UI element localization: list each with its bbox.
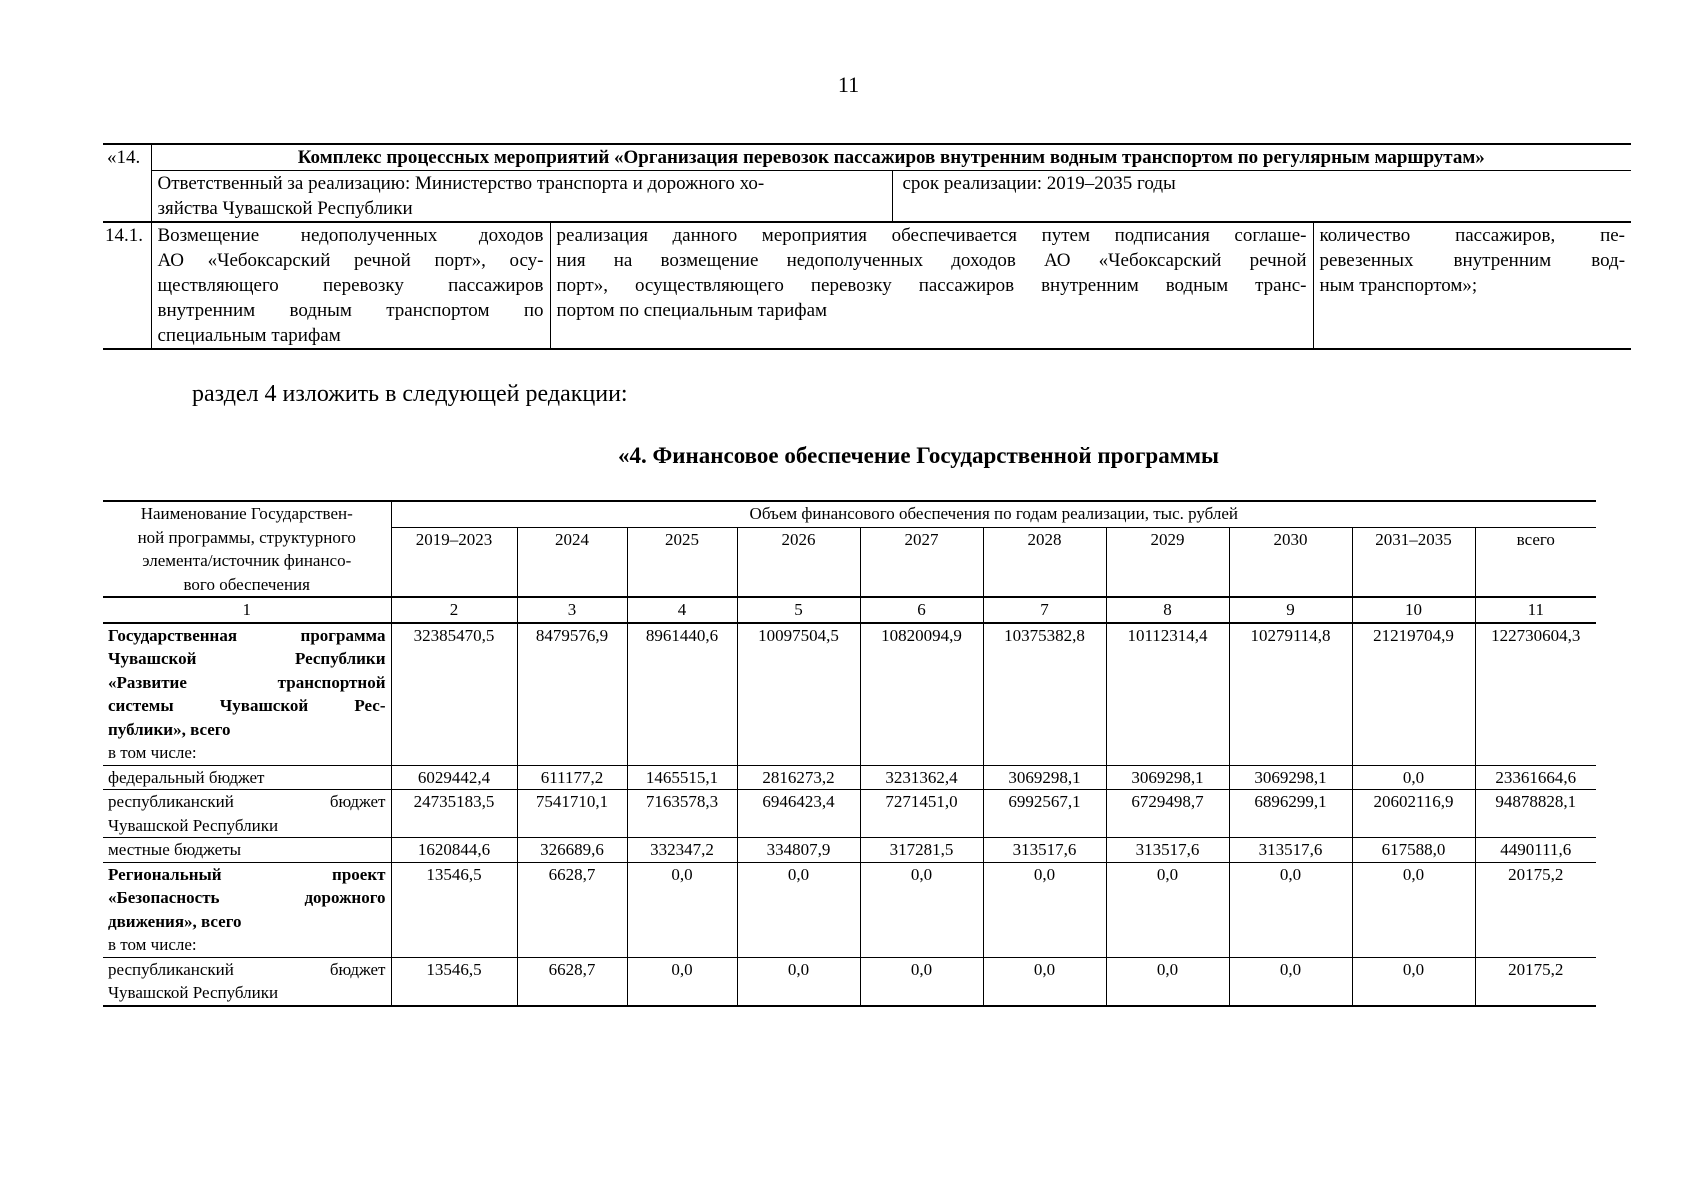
value-cell: 122730604,3 — [1475, 623, 1596, 766]
name-header-line: Наименование Государствен- — [140, 504, 353, 523]
value-cell: 6029442,4 — [391, 765, 517, 790]
row-name-line: Чувашской Республики — [108, 983, 279, 1002]
indicator-cell — [1313, 222, 1631, 349]
year-header: 2026 — [737, 527, 860, 597]
row-name-line: федеральный бюджет — [108, 767, 265, 787]
name-header-line: вого обеспечения — [183, 574, 310, 594]
value-cell: 1620844,6 — [391, 838, 517, 863]
column-number: 11 — [1475, 597, 1596, 623]
description-line: ния на возмещение недополученных доходов АО «Чебоксарский речной — [556, 250, 1307, 271]
value-cell: 3231362,4 — [860, 765, 983, 790]
task-line: АО «Чебоксарский речной порт», осу- — [157, 250, 544, 271]
value-cell: 0,0 — [1352, 862, 1475, 957]
value-cell: 10112314,4 — [1106, 623, 1229, 766]
value-cell: 0,0 — [737, 862, 860, 957]
description-line: портом по специальным тарифам — [556, 300, 828, 321]
value-cell: 7271451,0 — [860, 790, 983, 838]
row-name-line: системы Чувашской Рес- — [108, 696, 386, 715]
row-name-cell — [103, 957, 391, 1006]
value-cell: 94878828,1 — [1475, 790, 1596, 838]
activities-table — [103, 143, 1631, 350]
description-cell — [550, 222, 1313, 349]
year-header: всего — [1475, 527, 1596, 597]
value-cell: 6946423,4 — [737, 790, 860, 838]
description-line: реализация данного мероприятия обеспечивается путем подписания соглаше- — [556, 225, 1307, 246]
value-cell: 0,0 — [1229, 862, 1352, 957]
row-name-line: в том числе: — [108, 743, 197, 762]
value-cell: 13546,5 — [391, 957, 517, 1006]
table-row — [103, 957, 1596, 1006]
table-row — [103, 790, 1596, 838]
value-cell: 6896299,1 — [1229, 790, 1352, 838]
value-cell: 20175,2 — [1475, 862, 1596, 957]
responsible-cell — [151, 171, 892, 223]
row-name-line: движения», всего — [108, 911, 242, 931]
value-cell: 3069298,1 — [1229, 765, 1352, 790]
task-line: внутренним водным транспортом по — [157, 300, 544, 321]
description-line: порт», осуществляющего перевозку пассажиров внутренним водным транс- — [556, 275, 1307, 296]
responsible-line: зяйства Чувашской Республики — [157, 198, 413, 219]
value-cell: 334807,9 — [737, 838, 860, 863]
year-header: 2030 — [1229, 527, 1352, 597]
value-cell: 8479576,9 — [517, 623, 627, 766]
value-cell: 617588,0 — [1352, 838, 1475, 863]
task-line: ществляющего перевозку пассажиров — [157, 275, 544, 296]
column-number: 7 — [983, 597, 1106, 623]
task-cell — [151, 222, 550, 349]
value-cell: 7163578,3 — [627, 790, 737, 838]
indicator-line: ным транспортом»; — [1319, 275, 1478, 296]
column-number: 8 — [1106, 597, 1229, 623]
value-cell: 0,0 — [983, 957, 1106, 1006]
responsible-line: Ответственный за реализацию: Министерство транспорта и дорожного хо- — [157, 173, 765, 194]
instruction-text: раздел 4 изложить в следующей редакции: — [192, 381, 628, 407]
empty-cell — [103, 171, 151, 223]
value-cell: 0,0 — [1106, 862, 1229, 957]
row-name-line: местные бюджеты — [108, 840, 242, 859]
value-cell: 0,0 — [627, 957, 737, 1006]
value-cell: 313517,6 — [1106, 838, 1229, 863]
finance-table — [103, 500, 1596, 1007]
value-cell: 10279114,8 — [1229, 623, 1352, 766]
row-name-line: республиканский бюджет — [108, 959, 386, 979]
row-name-line: «Безопасность дорожного — [108, 888, 386, 907]
value-cell: 332347,2 — [627, 838, 737, 863]
name-header-line: элемента/источник финансо- — [142, 551, 352, 570]
value-cell: 13546,5 — [391, 862, 517, 957]
value-cell: 10097504,5 — [737, 623, 860, 766]
year-header: 2024 — [517, 527, 627, 597]
value-cell: 20175,2 — [1475, 957, 1596, 1006]
value-cell: 7541710,1 — [517, 790, 627, 838]
table-row — [103, 862, 1596, 957]
value-cell: 0,0 — [1229, 957, 1352, 1006]
year-header: 2028 — [983, 527, 1106, 597]
value-cell: 1465515,1 — [627, 765, 737, 790]
value-cell: 6729498,7 — [1106, 790, 1229, 838]
row-name-line: публики», всего — [108, 719, 231, 739]
section-title: «4. Финансовое обеспечение Государственной программы — [618, 443, 1219, 468]
value-cell: 6628,7 — [517, 957, 627, 1006]
row-name-line: Чувашской Республики — [108, 815, 279, 835]
row-name-line: в том числе: — [108, 935, 197, 954]
task-line: Возмещение недополученных доходов — [157, 225, 544, 246]
value-cell: 2816273,2 — [737, 765, 860, 790]
row-name-line: Государственная программа — [108, 625, 386, 645]
value-cell: 10375382,8 — [983, 623, 1106, 766]
term-cell: срок реализации: 2019–2035 годы — [892, 171, 1631, 223]
value-cell: 0,0 — [1106, 957, 1229, 1006]
column-number: 1 — [103, 597, 391, 623]
value-cell: 24735183,5 — [391, 790, 517, 838]
table-row — [103, 623, 1596, 766]
task-line: специальным тарифам — [157, 325, 341, 346]
value-cell: 6992567,1 — [983, 790, 1106, 838]
table-row — [103, 765, 1596, 790]
row-name-line: «Развитие транспортной — [108, 672, 386, 692]
value-cell: 0,0 — [860, 957, 983, 1006]
value-cell: 21219704,9 — [1352, 623, 1475, 766]
page-number: 11 — [837, 72, 860, 97]
value-cell: 0,0 — [1352, 765, 1475, 790]
year-header: 2025 — [627, 527, 737, 597]
year-header: 2019–2023 — [391, 527, 517, 597]
row-name-cell — [103, 862, 391, 957]
value-cell: 611177,2 — [517, 765, 627, 790]
complex-title: Комплекс процессных мероприятий «Организация перевозок пассажиров внутренним водным транспортом по регулярным маршрутам» — [151, 144, 1631, 171]
column-number: 6 — [860, 597, 983, 623]
column-number: 9 — [1229, 597, 1352, 623]
value-cell: 0,0 — [860, 862, 983, 957]
value-cell: 20602116,9 — [1352, 790, 1475, 838]
volume-header: Объем финансового обеспечения по годам реализации, тыс. рублей — [391, 501, 1596, 527]
year-header: 2031–2035 — [1352, 527, 1475, 597]
row-number-14-1: 14.1. — [105, 225, 143, 246]
value-cell: 8961440,6 — [627, 623, 737, 766]
indicator-line: количество пассажиров, пе- — [1319, 225, 1626, 246]
row-name-cell — [103, 623, 391, 766]
value-cell: 313517,6 — [1229, 838, 1352, 863]
row-name-cell — [103, 790, 391, 838]
value-cell: 0,0 — [983, 862, 1106, 957]
row-name-cell — [103, 838, 391, 863]
value-cell: 0,0 — [1352, 957, 1475, 1006]
indicator-line: ревезенных внутренним вод- — [1319, 250, 1626, 271]
name-header-line: ной программы, структурного — [137, 527, 356, 547]
value-cell: 23361664,6 — [1475, 765, 1596, 790]
row-name-line: Чувашской Республики — [108, 649, 386, 668]
value-cell: 3069298,1 — [983, 765, 1106, 790]
row-name-line: Региональный проект — [108, 864, 386, 884]
row-name-line: республиканский бюджет — [108, 792, 386, 811]
value-cell: 6628,7 — [517, 862, 627, 957]
value-cell: 317281,5 — [860, 838, 983, 863]
column-number: 2 — [391, 597, 517, 623]
value-cell: 0,0 — [627, 862, 737, 957]
column-number: 10 — [1352, 597, 1475, 623]
column-number: 4 — [627, 597, 737, 623]
row-number-14: «14. — [107, 147, 141, 168]
value-cell: 3069298,1 — [1106, 765, 1229, 790]
year-header: 2027 — [860, 527, 983, 597]
column-number: 5 — [737, 597, 860, 623]
value-cell: 0,0 — [737, 957, 860, 1006]
value-cell: 313517,6 — [983, 838, 1106, 863]
table-row — [103, 838, 1596, 863]
value-cell: 4490111,6 — [1475, 838, 1596, 863]
value-cell: 32385470,5 — [391, 623, 517, 766]
value-cell: 326689,6 — [517, 838, 627, 863]
year-header: 2029 — [1106, 527, 1229, 597]
column-number: 3 — [517, 597, 627, 623]
value-cell: 10820094,9 — [860, 623, 983, 766]
row-name-cell — [103, 765, 391, 790]
name-header — [103, 501, 391, 597]
